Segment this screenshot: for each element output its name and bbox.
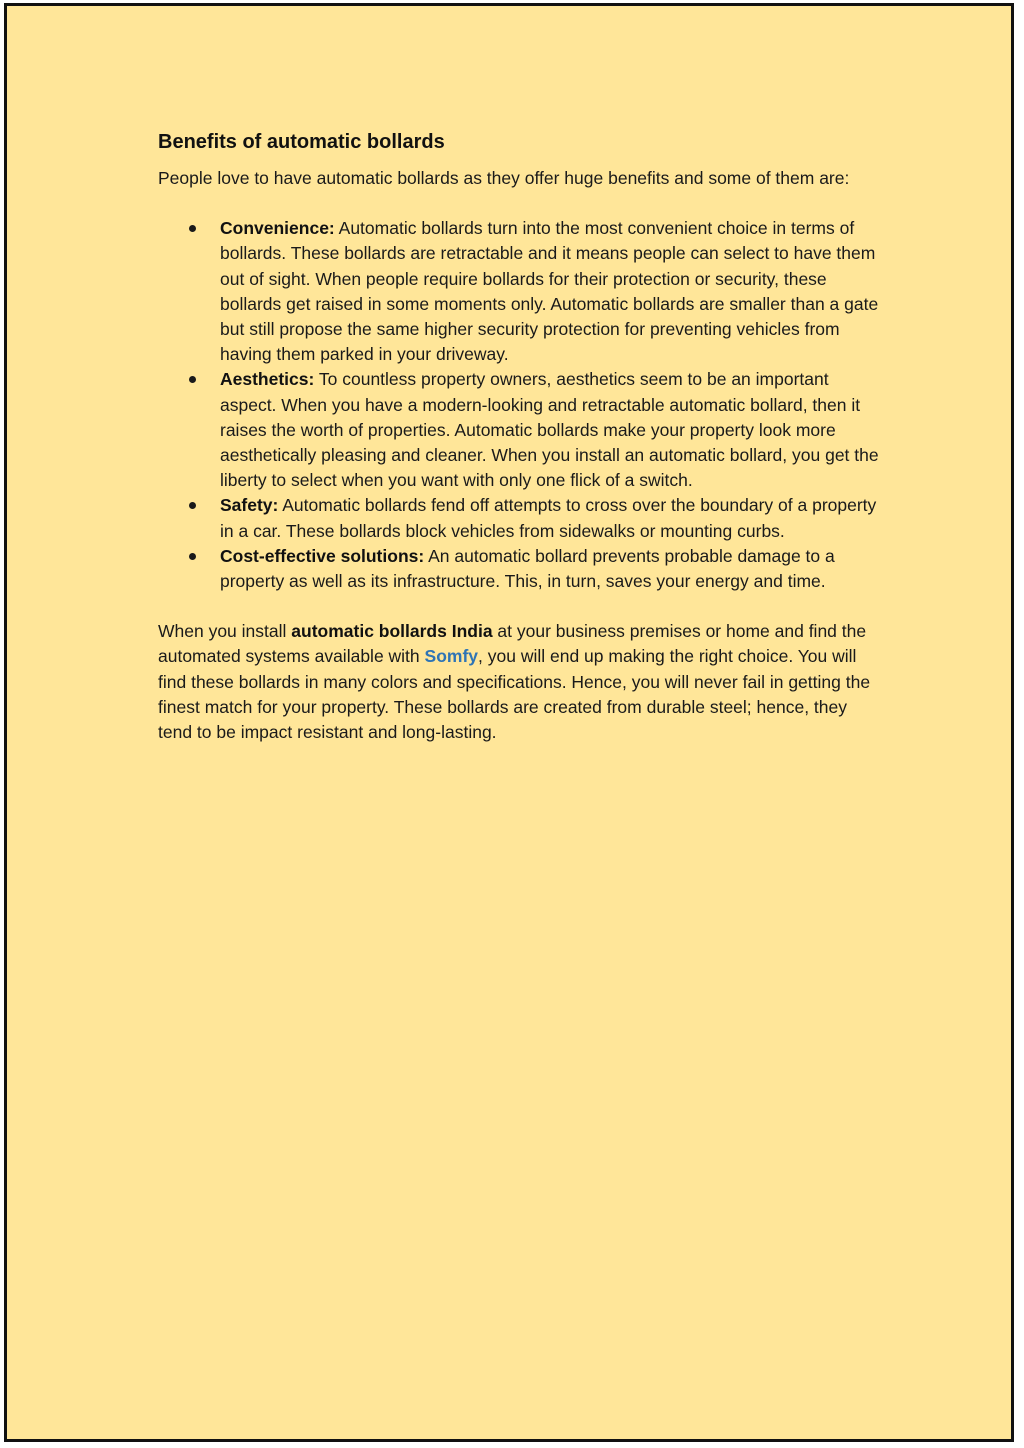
benefit-text: Automatic bollards fend off attempts to cross over the boundary of a property in a car. These bollards block vehicles from sidewalks or mounting curbs. — [220, 495, 877, 541]
benefit-term: Aesthetics: — [220, 369, 315, 390]
bullet-icon — [189, 502, 196, 509]
benefit-text: An automatic bollard prevents probable damage to a property as well as its infrastructure. This, in turn, saves your energy and time. — [220, 545, 835, 592]
document-page — [4, 3, 1014, 1442]
benefit-term: Cost-effective solutions: — [220, 545, 425, 566]
list-item-convenience — [158, 216, 880, 367]
benefit-term: Safety: — [220, 495, 279, 516]
benefits-list — [158, 216, 880, 594]
intro-paragraph: People love to have automatic bollards as they offer huge benefits and some of them are: — [158, 168, 850, 188]
bullet-icon — [189, 225, 196, 232]
closing-paragraph — [158, 619, 880, 745]
benefit-text: Automatic bollards turn into the most convenient choice in terms of bollards. These bollards are retractable and it means people can select to have them out of sight. When people require bollards for their protection or security, these bollards get raised in some moments only. Automatic bollards are smaller than a gate but still propose the same higher security protection for preventing vehicles from having them parked in your driveway. — [220, 218, 879, 365]
section-heading: Benefits of automatic bollards — [158, 131, 445, 153]
benefit-term: Convenience: — [220, 218, 335, 239]
bullet-icon — [189, 553, 196, 560]
closing-text-2: at your business premises or home and find the automated systems available with — [158, 621, 867, 667]
closing-text-3: , you will end up making the right choice. You will find these bollards in many colors and specifications. Hence, you will never fail in getting the finest match for your property. These bollards are created from durable steel; hence, they tend to be impact resistant and long-lasting. — [158, 646, 871, 743]
list-item-safety — [158, 493, 880, 543]
benefit-text: To countless property owners, aesthetics seem to be an important aspect. When you have a modern-looking and retractable automatic bollard, then it raises the worth of properties. Automatic bollards make your property look more aesthetically pleasing and cleaner. When you install an automatic bollard, you get the liberty to select when you want with only one flick of a switch. — [220, 369, 879, 491]
list-item-aesthetics — [158, 367, 880, 493]
article-body — [158, 128, 880, 745]
bullet-icon — [189, 376, 196, 383]
closing-text-1: When you install — [158, 621, 292, 642]
somfy-link[interactable]: Somfy — [424, 646, 479, 667]
keyword-bold: automatic bollards India — [291, 621, 493, 642]
list-item-cost-effective — [158, 544, 880, 594]
